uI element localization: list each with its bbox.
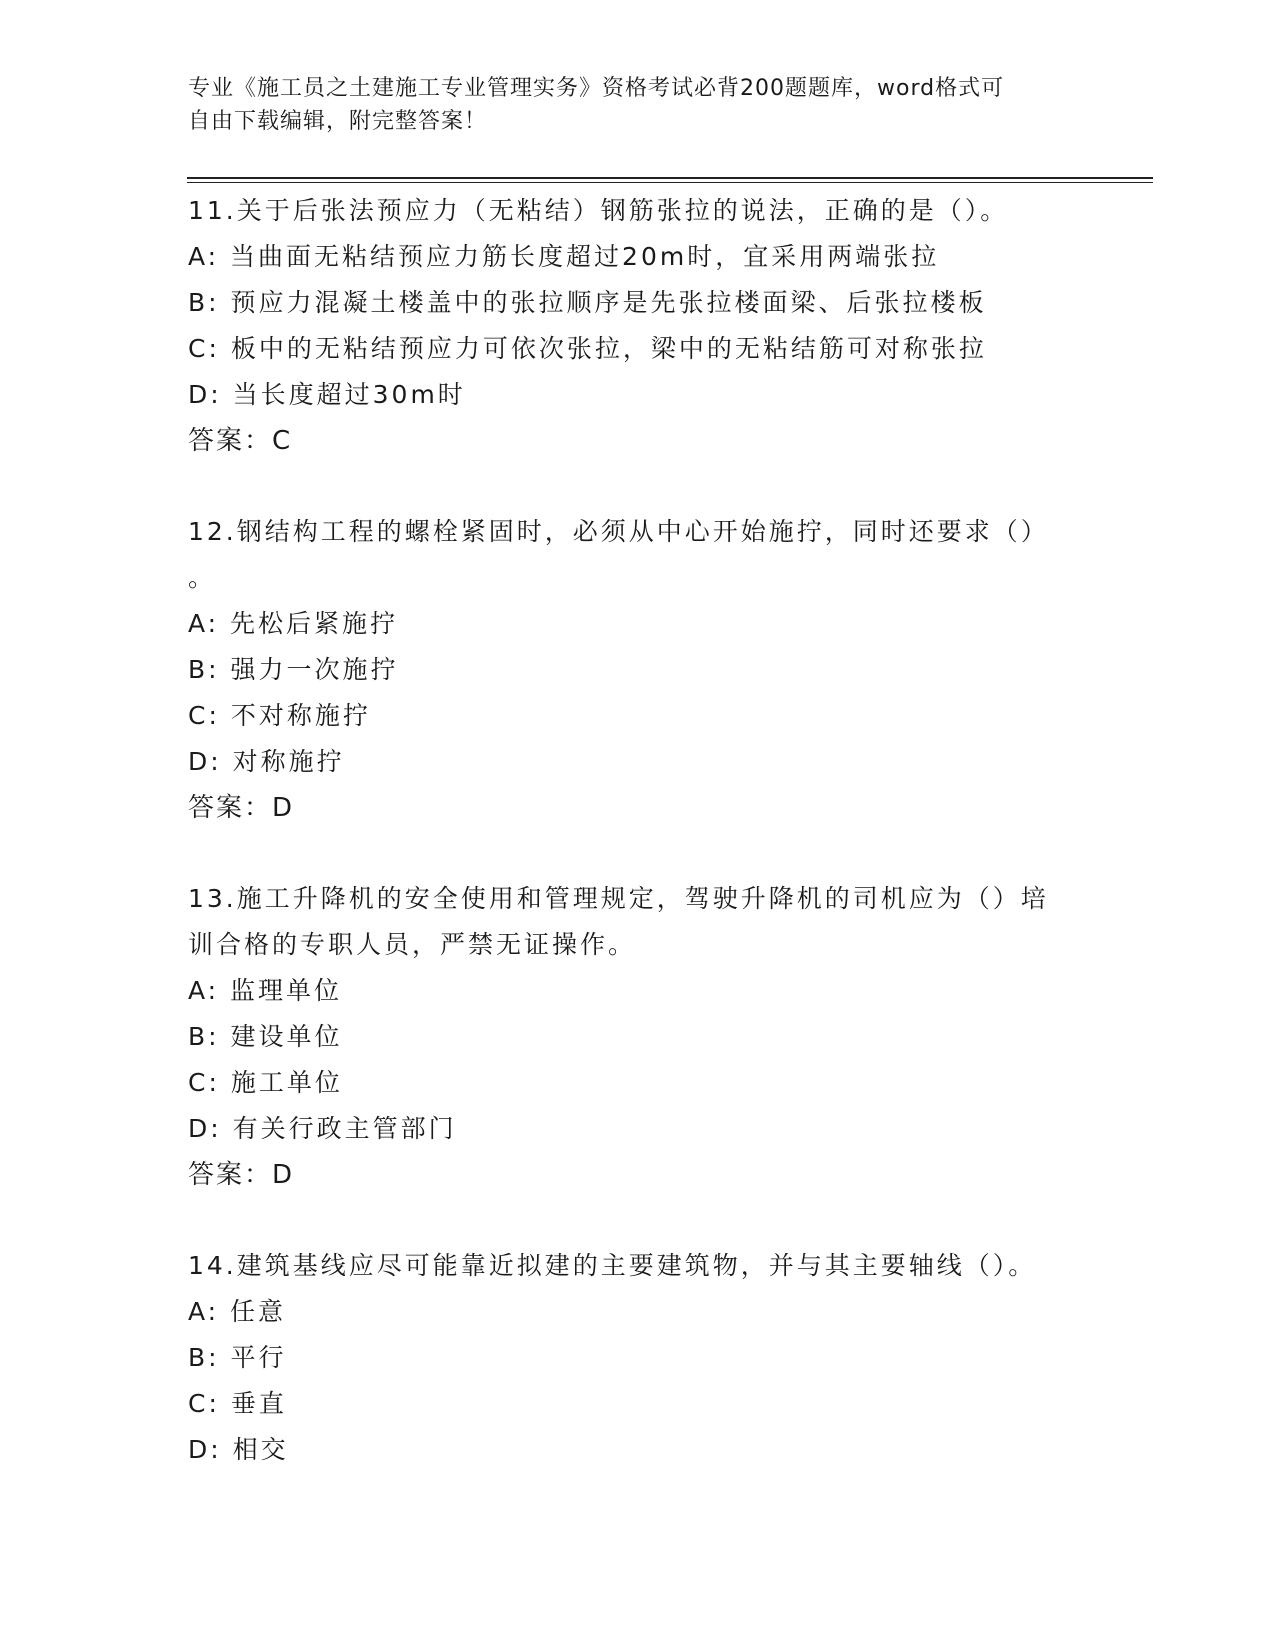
option-letter: D: — [188, 1435, 222, 1464]
option-letter: A: — [188, 1297, 220, 1326]
option-a — [188, 968, 1088, 1014]
option-text: 平行 — [230, 1343, 287, 1372]
option-d — [188, 739, 1088, 785]
option-b — [188, 280, 1088, 326]
option-text: 垂直 — [230, 1389, 287, 1418]
answer-value: D — [272, 793, 295, 823]
option-text: 先松后紧施拧 — [230, 609, 399, 638]
option-text: 不对称施拧 — [230, 701, 371, 730]
option-text: 板中的无粘结预应力可依次张拉，梁中的无粘结筋可对称张拉 — [230, 334, 987, 363]
header-line-2: 自由下载编辑，附完整答案！ — [188, 109, 488, 134]
option-text: 相交 — [232, 1435, 289, 1464]
option-letter: B: — [188, 1343, 220, 1372]
option-text: 当曲面无粘结预应力筋长度超过20m时，宜采用两端张拉 — [230, 242, 940, 271]
option-d — [188, 1106, 1088, 1152]
option-c — [188, 326, 1088, 372]
answer-label: 答案： — [188, 1160, 273, 1190]
option-text: 监理单位 — [230, 976, 343, 1005]
question-14 — [188, 1243, 1088, 1473]
option-text: 对称施拧 — [232, 747, 345, 776]
option-letter: C: — [188, 1389, 220, 1418]
question-spacer — [188, 831, 1088, 876]
question-stem-continued: 。 — [188, 563, 217, 592]
option-b — [188, 1014, 1088, 1060]
option-letter: A: — [188, 976, 220, 1005]
option-letter: D: — [188, 747, 222, 776]
question-stem-continued: 训合格的专职人员，严禁无证操作。 — [188, 930, 637, 959]
question-12 — [188, 509, 1088, 831]
header-line-1: 专业《施工员之土建施工专业管理实务》资格考试必背200题题库，word格式可 — [188, 76, 1005, 101]
option-text: 任意 — [230, 1297, 287, 1326]
option-letter: D: — [188, 380, 222, 409]
answer-line — [188, 785, 1088, 831]
option-letter: C: — [188, 334, 220, 363]
option-text: 预应力混凝土楼盖中的张拉顺序是先张拉楼面梁、后张拉楼板 — [230, 288, 987, 317]
question-list — [188, 188, 1088, 1473]
document-header — [188, 72, 1088, 138]
option-a — [188, 601, 1088, 647]
option-letter: B: — [188, 1022, 220, 1051]
option-b — [188, 1335, 1088, 1381]
answer-label: 答案： — [188, 793, 273, 823]
option-text: 建设单位 — [230, 1022, 343, 1051]
question-stem: 11.关于后张法预应力（无粘结）钢筋张拉的说法，正确的是（）。 — [188, 196, 1009, 225]
option-letter: D: — [188, 1114, 222, 1143]
option-d — [188, 372, 1088, 418]
option-letter: B: — [188, 655, 220, 684]
answer-value: C — [272, 426, 293, 456]
header-divider-thin — [187, 182, 1153, 183]
option-letter: B: — [188, 288, 220, 317]
question-stem: 14.建筑基线应尽可能靠近拟建的主要建筑物，并与其主要轴线（）。 — [188, 1251, 1037, 1280]
option-text: 当长度超过30m时 — [232, 380, 466, 409]
answer-line — [188, 1152, 1088, 1198]
option-text: 有关行政主管部门 — [232, 1114, 457, 1143]
question-stem: 13.施工升降机的安全使用和管理规定，驾驶升降机的司机应为（）培 — [188, 884, 1049, 913]
question-spacer — [188, 1198, 1088, 1243]
option-letter: C: — [188, 701, 220, 730]
answer-value: D — [272, 1160, 295, 1190]
option-a — [188, 1289, 1088, 1335]
question-spacer — [188, 464, 1088, 509]
question-13 — [188, 876, 1088, 1198]
answer-label: 答案： — [188, 426, 273, 456]
option-d — [188, 1427, 1088, 1473]
option-c — [188, 1060, 1088, 1106]
option-c — [188, 693, 1088, 739]
option-a — [188, 234, 1088, 280]
question-11 — [188, 188, 1088, 464]
option-text: 施工单位 — [230, 1068, 343, 1097]
option-c — [188, 1381, 1088, 1427]
option-b — [188, 647, 1088, 693]
header-divider-thick — [187, 177, 1153, 179]
option-letter: A: — [188, 242, 220, 271]
answer-line — [188, 418, 1088, 464]
option-letter: C: — [188, 1068, 220, 1097]
question-stem: 12.钢结构工程的螺栓紧固时，必须从中心开始施拧，同时还要求（） — [188, 517, 1049, 546]
option-text: 强力一次施拧 — [230, 655, 399, 684]
option-letter: A: — [188, 609, 220, 638]
